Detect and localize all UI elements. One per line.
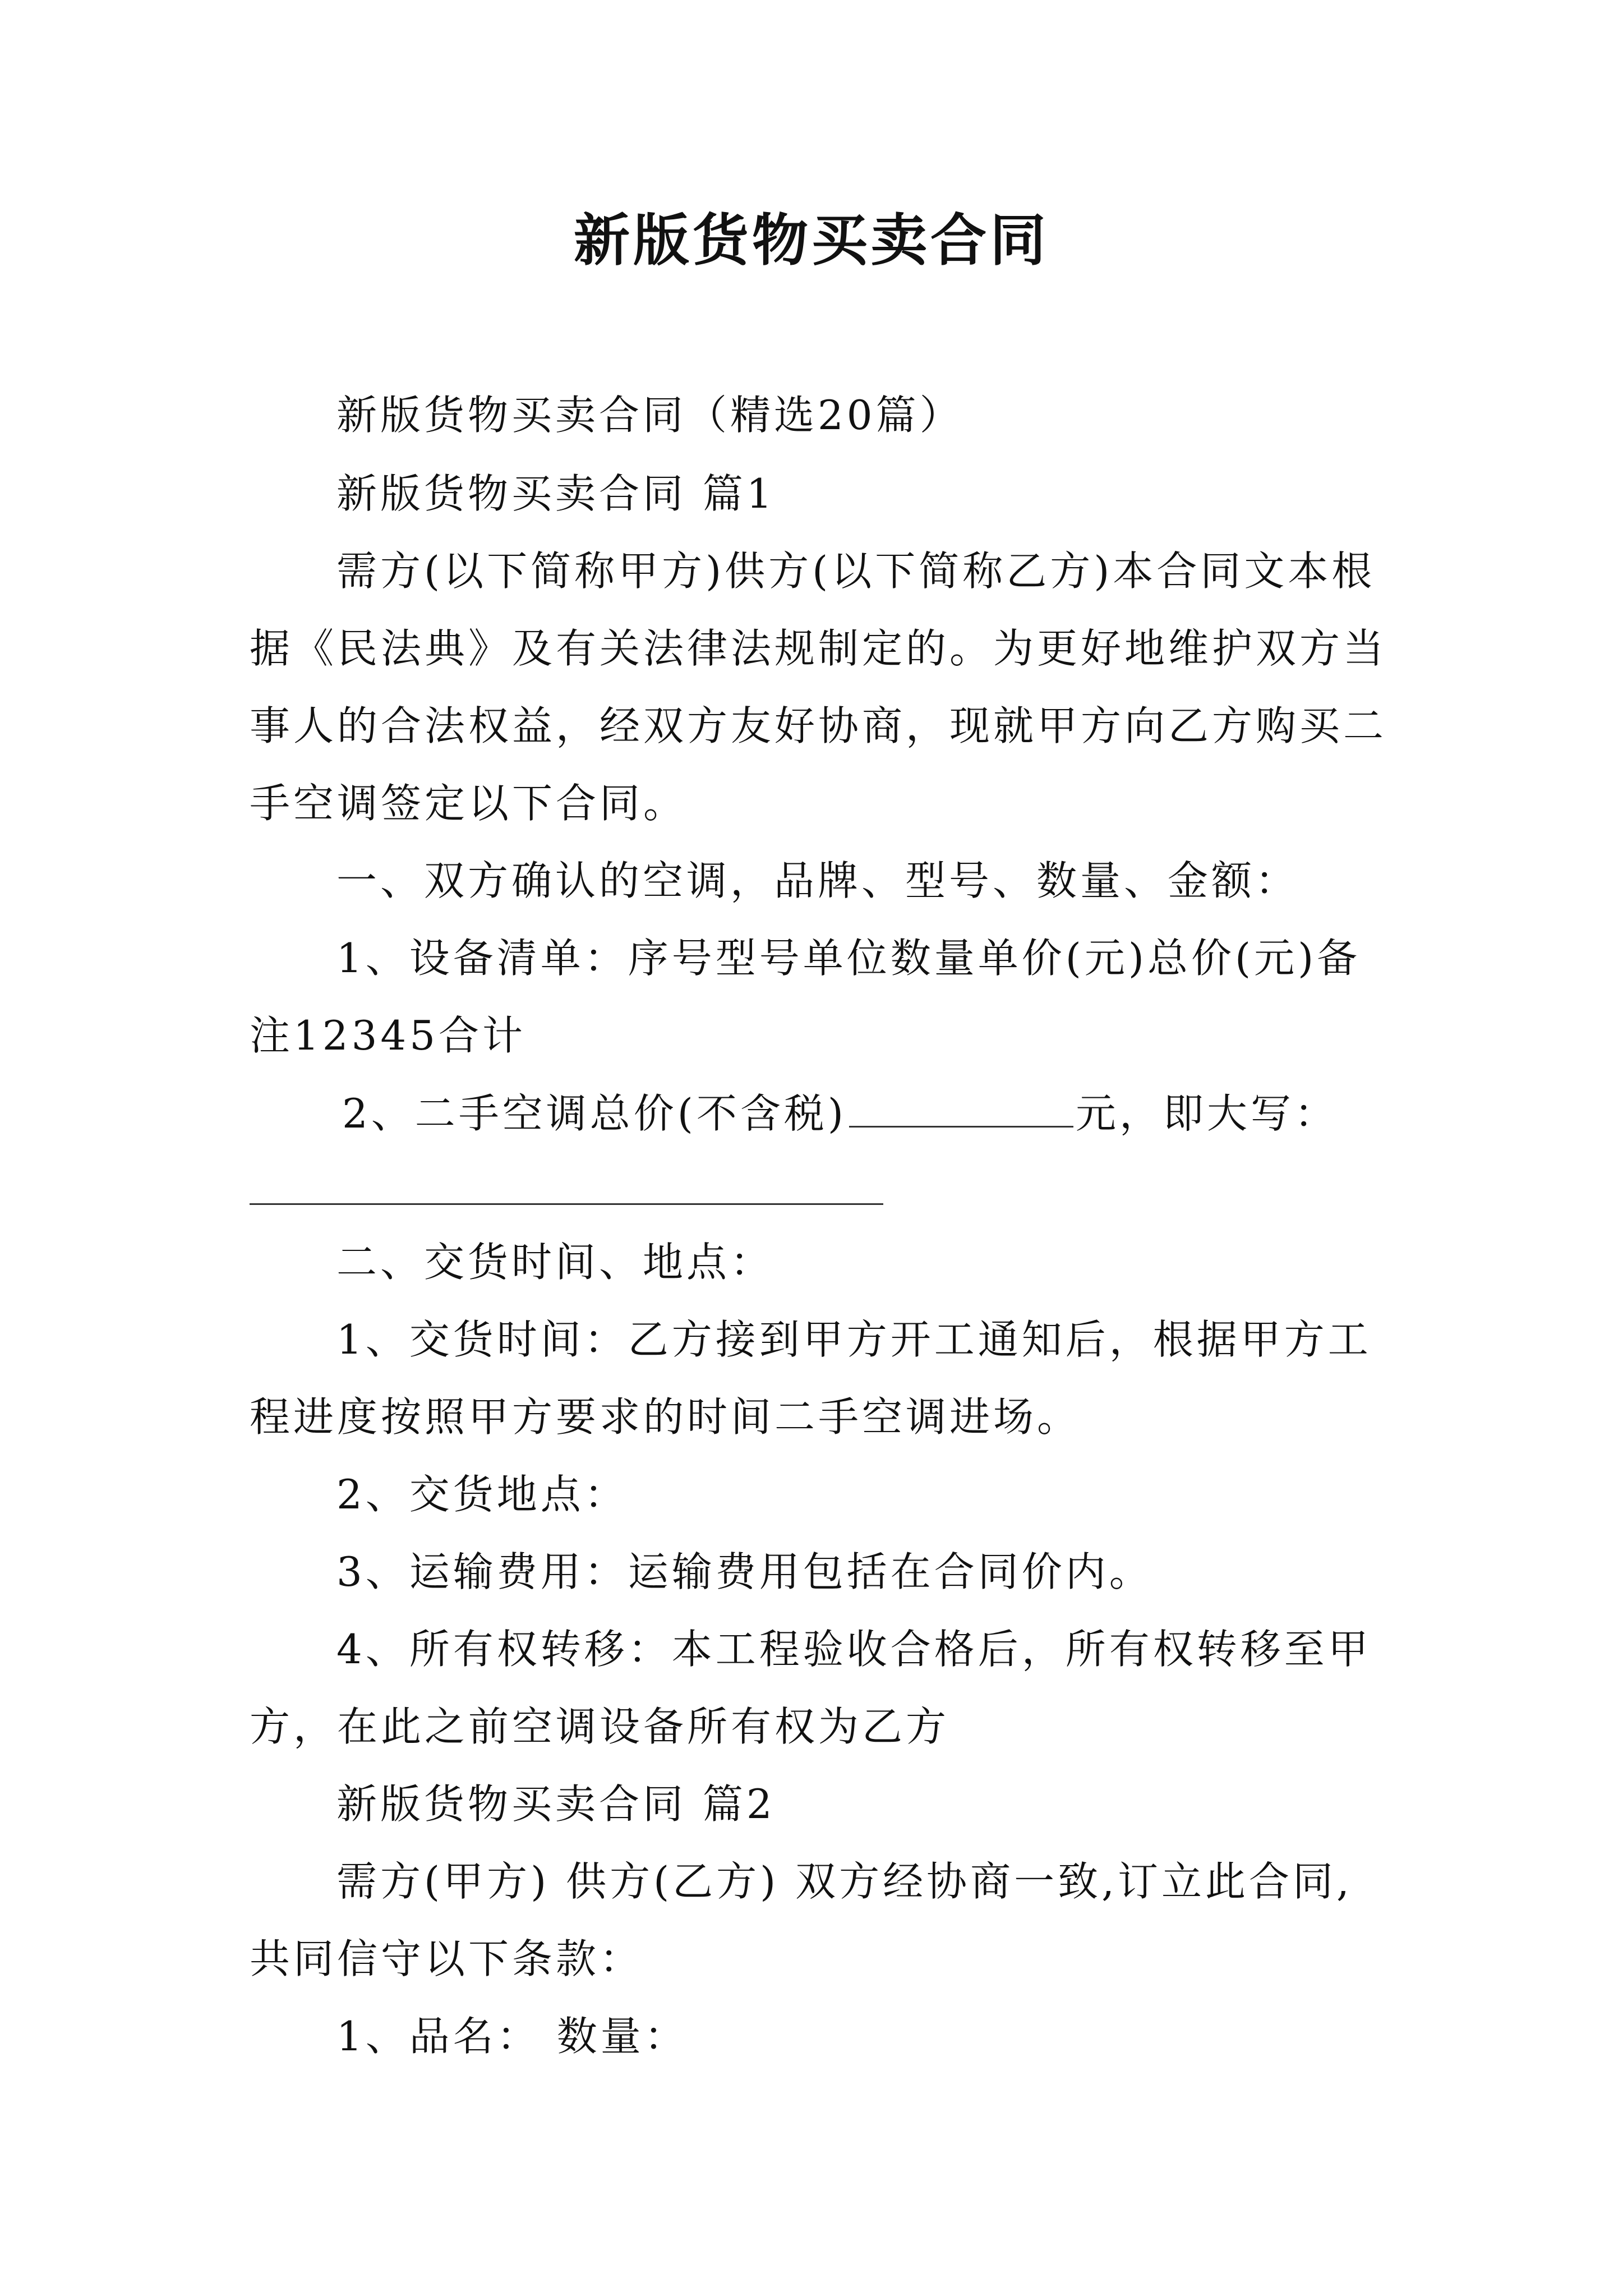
text-line: 共同信守以下条款：	[250, 1935, 644, 1982]
text-line: 3、运输费用：运输费用包括在合同价内。	[336, 1548, 1153, 1595]
text-line-contents-heading: 新版货物买卖合同（精选20篇）	[336, 392, 963, 439]
text-line: 1、品名： 数量：	[336, 2013, 688, 2060]
text-line: 需方(以下简称甲方)供方(以下简称乙方)本合同文本根	[336, 547, 1376, 595]
total-price-suffix: 元，即大写：	[1076, 1090, 1339, 1137]
text-line-part1-heading: 新版货物买卖合同 篇1	[336, 470, 776, 517]
text-line: 程进度按照甲方要求的时间二手空调进场。	[250, 1393, 1081, 1441]
text-line-part2-heading: 新版货物买卖合同 篇2	[336, 1780, 776, 1828]
total-price-label: 2、二手空调总价(不含税)	[342, 1090, 847, 1137]
text-line: 手空调签定以下合同。	[250, 780, 688, 827]
text-line: 据《民法典》及有关法律法规制定的。为更好地维护双方当	[250, 625, 1387, 672]
price-blank	[849, 1090, 1073, 1128]
text-line: 事人的合法权益，经双方友好协商，现就甲方向乙方购买二	[250, 702, 1387, 749]
text-line: 注12345合计	[250, 1012, 527, 1059]
document-title: 新版货物买卖合同	[574, 207, 1049, 273]
text-line: 2、交货地点：	[336, 1471, 628, 1518]
text-line: 1、交货时间：乙方接到甲方开工通知后，根据甲方工	[336, 1316, 1372, 1363]
amount-in-words-blank	[250, 1203, 883, 1205]
text-line: 1、设备清单：序号型号单位数量单价(元)总价(元)备	[336, 935, 1361, 982]
text-line-section-heading: 一、双方确认的空调，品牌、型号、数量、金额：	[336, 857, 1299, 904]
text-line: 方，在此之前空调设备所有权为乙方	[250, 1703, 950, 1750]
text-line-section-heading: 二、交货时间、地点：	[336, 1239, 774, 1286]
text-line: 需方(甲方) 供方(乙方) 双方经协商一致,订立此合同,	[336, 1858, 1353, 1905]
text-line-total-price	[342, 1085, 1492, 1142]
text-line: 4、所有权转移：本工程验收合格后，所有权转移至甲	[336, 1626, 1372, 1673]
